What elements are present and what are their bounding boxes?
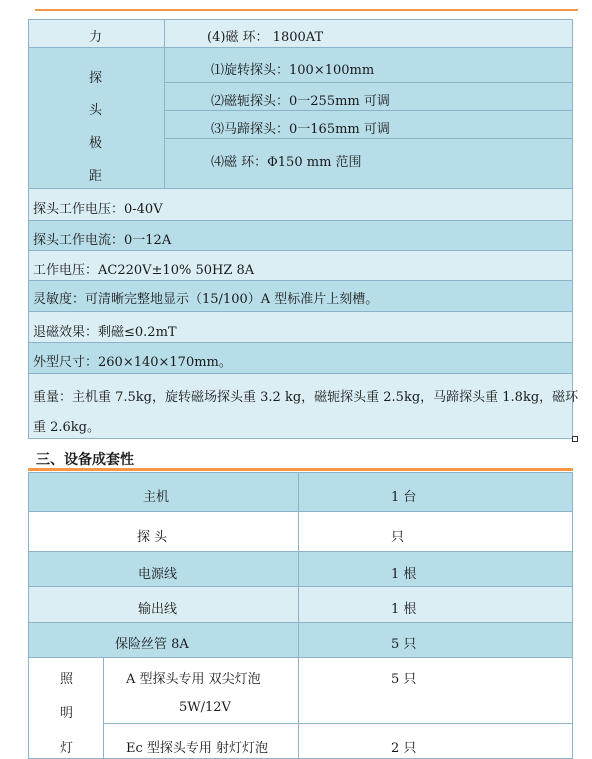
probe-distance-value: ⑶马蹄探头：0一165mm 可调 [211, 122, 390, 137]
magnet-ring-field: (4)磁 环： 1800AT [207, 30, 324, 45]
item-name: 保险丝管 8A [115, 637, 189, 652]
lamp-char: 照 [60, 672, 74, 687]
weight-text-line2: 重 2.6kg。 [33, 420, 101, 435]
spec-text: 灵敏度：可清晰完整地显示（15/100）A 型标准片上刻槽。 [33, 292, 379, 307]
table-row-item-cell [28, 622, 299, 658]
section-accent-line [28, 468, 573, 471]
item-qty: 1 台 [391, 490, 417, 505]
spec-row [28, 250, 573, 281]
lamp-item-spec: 5W/12V [179, 700, 231, 715]
spec-text: 探头工作电流：0一12A [33, 233, 172, 248]
item-name: 输出线 [138, 602, 178, 617]
probe-distance-char: 头 [89, 103, 103, 118]
table-row-item-cell [28, 586, 299, 623]
li-char: 力 [89, 30, 103, 45]
section-heading: 三、设备成套性 [36, 452, 134, 468]
lamp-item-qty: 5 只 [391, 672, 417, 687]
probe-distance-char: 探 [89, 71, 103, 86]
item-name: 电源线 [138, 567, 178, 582]
probe-distance-value: ⑷磁 环：Φ150 mm 范围 [211, 155, 362, 170]
lamp-qty-cell [298, 723, 573, 759]
lamp-item-name: Ec 型探头专用 射灯灯泡 [126, 741, 269, 756]
lamp-qty-cell [298, 657, 573, 724]
lamp-item-cell [103, 657, 299, 724]
probe-distance-value: ⑴旋转探头：100×100mm [211, 63, 375, 78]
weight-text-line1: 重量：主机重 7.5kg，旋转磁场探头重 3.2 kg，磁轭探头重 2.5kg，马蹄探头重 1.8kg，磁环 [33, 390, 579, 405]
probe-distance-label-cell [28, 47, 165, 189]
spec-row [28, 280, 573, 312]
item-qty: 5 只 [391, 637, 417, 652]
probe-distance-row [164, 110, 573, 139]
spec-row [28, 342, 573, 374]
probe-distance-row [164, 47, 573, 83]
table-row-item-cell [28, 472, 299, 512]
table-row-item-cell [28, 511, 299, 552]
table-row-item-cell [28, 551, 299, 587]
probe-distance-row [164, 82, 573, 111]
top-accent-line [35, 9, 578, 11]
table-row-qty-cell [298, 551, 573, 587]
spec-text: 探头工作电压：0-40V [33, 202, 163, 217]
table-row-qty-cell [298, 586, 573, 623]
item-name: 探 头 [137, 530, 168, 545]
item-qty: 只 [391, 530, 405, 545]
item-qty: 1 根 [391, 602, 417, 617]
lamp-item-cell [103, 723, 299, 759]
table-row-qty-cell [298, 511, 573, 552]
weight-row [28, 373, 579, 439]
lamp-item-name: A 型探头专用 双尖灯泡 [126, 672, 261, 687]
table-row-qty-cell [298, 472, 573, 512]
spec-row [28, 188, 573, 221]
probe-distance-char: 极 [89, 136, 103, 151]
spec-text: 工作电压：AC220V±10% 50HZ 8A [33, 263, 255, 278]
lamp-item-qty: 2 只 [391, 741, 417, 756]
probe-distance-value: ⑵磁轭探头：0一255mm 可调 [211, 94, 390, 109]
probe-distance-char: 距 [89, 169, 103, 184]
lamp-label-cell [28, 657, 104, 759]
probe-distance-row [164, 138, 573, 189]
spec-text: 退磁效果：剩磁≤0.2mT [33, 325, 177, 340]
table-resize-handle[interactable] [572, 436, 578, 442]
lamp-char: 灯 [60, 741, 74, 756]
item-qty: 1 根 [391, 567, 417, 582]
lamp-char: 明 [60, 706, 74, 721]
item-name: 主机 [143, 490, 170, 505]
table-row-qty-cell [298, 622, 573, 658]
magnet-ring-field-cell [164, 19, 573, 48]
li-cell [28, 19, 165, 48]
spec-text: 外型尺寸：260×140×170mm。 [33, 355, 232, 370]
spec-row [28, 311, 573, 343]
spec-row [28, 220, 573, 251]
